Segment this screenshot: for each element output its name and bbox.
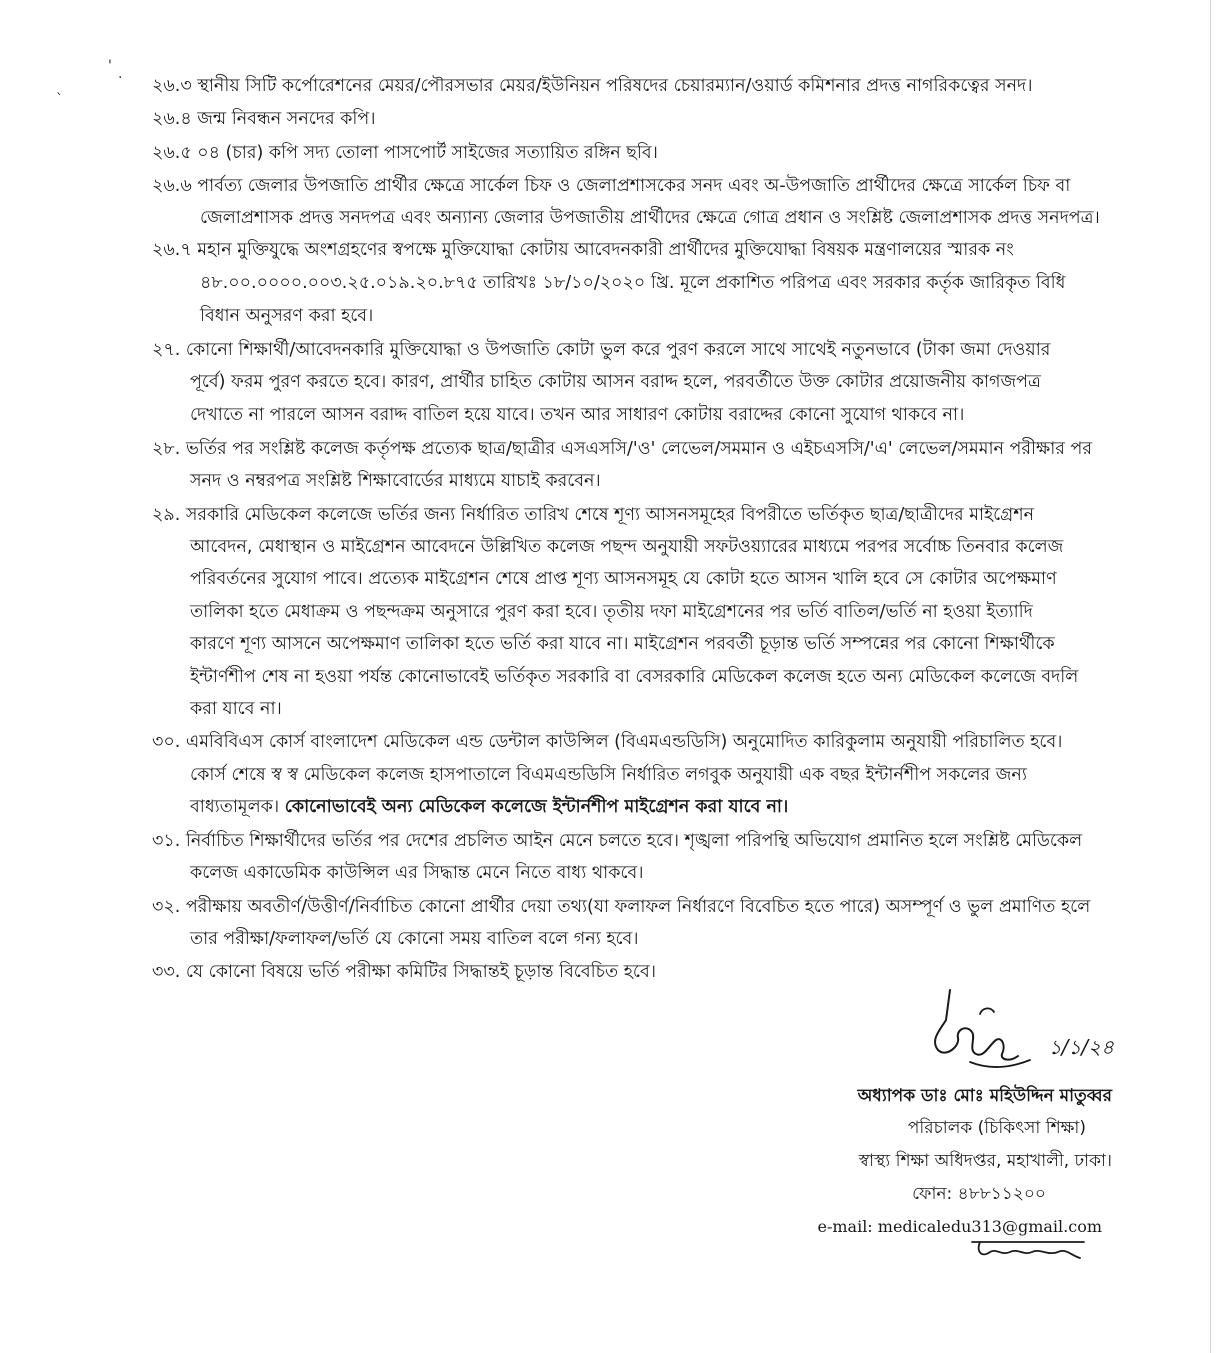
item-26-4-line-1: ২৬.৪ জন্ম নিবন্ধন সনদের কপি। [152,109,376,129]
item-31-line-2: কলেজ একাডেমিক কাউন্সিল এর সিদ্ধান্ত মেনে নিতে বাধ্য থাকবে। [190,863,644,883]
item-28-line-2: সনদ ও নম্বরপত্র সংশ্লিষ্ট শিক্ষাবোর্ডের মাধ্যমে যাচাই করবেন। [190,471,601,491]
signatory-office: স্বাস্থ্য শিক্ষা অধিদপ্তর, মহাখালী, ঢাকা। [858,1151,1112,1171]
item-29-line-4: তালিকা হতে মেধাক্রম ও পছন্দক্রম অনুসারে পুরণ করা হবে। তৃতীয় দফা মাইগ্রেশনের পর ভর্তি বাতিল/ভর্তি না হওয়া ইত্যাদি [190,602,1033,622]
item-29-line-7: করা যাবে না। [190,699,282,719]
scan-speck: . [118,66,123,82]
item-30-line-3-plain: বাধ্যতামূলক। [190,797,285,817]
item-27-line-1: ২৭. কোনো শিক্ষার্থী/আবেদনকারি মুক্তিযোদ্ধা ও উপজাতি কোটা ভুল করে পুরণ করলে সাথে সাথেই নতুনভাবে (টাকা জমা দেওয়ার [152,340,1051,360]
item-31-line-1: ৩১. নির্বাচিত শিক্ষার্থীদের ভর্তির পর দেশের প্রচলিত আইন মেনে চলতে হবে। শৃঙ্খলা পরিপন্থি অভিযোগ প্রমানিত হলে সংশ্লিষ্ট মেডিকেল [152,831,1083,851]
item-26-7-line-2: ৪৮.০০.০০০০.০০৩.২৫.০১৯.২০.৮৭৫ তারিখঃ ১৮/১০/২০২০ খ্রি. মূলে প্রকাশিত পরিপত্র এবং সরকার কর্তৃক জারিকৃত বিধি [200,273,1066,293]
item-26-7-line-3: বিধান অনুসরণ করা হবে। [200,306,374,326]
item-27-line-2: পূর্বে) ফরম পুরণ করতে হবে। কারণ, প্রার্থীর চাহিত কোটায় আসন বরাদ্দ হলে, পরবর্তীতে উক্ত কোটার প্রয়োজনীয় কাগজপত্র [190,372,1041,392]
item-26-6-line-2: জেলাপ্রশাসক প্রদত্ত সনদপত্র এবং অন্যান্য জেলার উপজাতীয় প্রার্থীদের ক্ষেত্রে গোত্র প্রধান ও সংশ্লিষ্ট জেলাপ্রশাসক প্রদত্ত সনদপত্র। [200,208,1100,228]
scan-speck: ` [56,92,63,108]
item-30-line-3-bold: কোনোভাবেই অন্য মেডিকেল কলেজে ইন্টার্নশীপ মাইগ্রেশন করা যাবে না। [284,797,789,817]
signatory-email: e-mail: medicaledu313@gmail.com [817,1217,1102,1236]
item-29-line-6: ইন্টার্ণশীপ শেষ না হওয়া পর্যন্ত কোনোভাবেই ভর্তিকৃত সরকারি বা বেসরকারি মেডিকেল কলেজ হতে অন্য মেডিকেল কলেজে বদলি [190,667,1079,687]
item-29-line-3: পরিবর্তনের সুযোগ পাবে। প্রত্যেক মাইগ্রেশন শেষে প্রাপ্ত শূণ্য আসনসমূহ যে কোটা হতে আসন খালি হবে সে কোটার অপেক্ষমাণ [190,569,1057,589]
signature-date: ১/১/২৪ [1048,1035,1114,1059]
item-26-3-line-1: ২৬.৩ স্থানীয় সিটি কর্পোরেশনের মেয়র/পৌরসভার মেয়র/ইউনিয়ন পরিষদের চেয়ারম্যান/ওয়ার্ড কমিশনার প্রদত্ত নাগরিকত্বের সনদ। [152,76,1033,96]
signatory-name: অধ্যাপক ডাঃ মোঃ মহিউদ্দিন মাতুব্বর [857,1086,1112,1106]
item-27-line-3: দেখাতে না পারলে আসন বরাদ্দ বাতিল হয়ে যাবে। তখন আর সাধারণ কোটায় বরাদ্দের কোনো সুযোগ থাকবে না। [190,405,965,425]
signatory-phone: ফোন: ৪৮৮১১২০০ [912,1184,1046,1204]
item-32-line-2: তার পরীক্ষা/ফলাফল/ভর্তি যে কোনো সময় বাতিল বলে গন্য হবে। [190,929,639,949]
signature-block [817,980,1130,1250]
item-28-line-1: ২৮. ভর্তির পর সংশ্লিষ্ট কলেজ কর্তৃপক্ষ প্রত্যেক ছাত্র/ছাত্রীর এসএসসি/'ও' লেভেল/সমমান ও এইচএসসি/'এ' লেভেল/সমমান পরীক্ষার পর [152,439,1092,459]
item-29-line-1: ২৯. সরকারি মেডিকেল কলেজে ভর্তির জন্য নির্ধারিত তারিখ শেষে শূণ্য আসনসমূহের বিপরীতে ভর্তিকৃত ছাত্র/ছাত্রীদের মাইগ্রেশন [152,505,1035,525]
item-26-6-line-1: ২৬.৬ পার্বত্য জেলার উপজাতি প্রার্থীর ক্ষেত্রে সার্কেল চিফ ও জেলাপ্রশাসকের সনদ এবং অ-উপজাতি প্রার্থীদের ক্ষেত্রে সার্কেল চিফ বা [152,176,1071,196]
item-26-7-line-1: ২৬.৭ মহান মুক্তিযুদ্ধে অংশগ্রহণের স্বপক্ষে মুক্তিযোদ্ধা কোটায় আবেদনকারী প্রার্থীদের মুক্তিযোদ্ধা বিষয়ক মন্ত্রণালয়ের স্মারক নং [152,240,1014,260]
scan-speck: ' [108,58,112,74]
item-33-line-1: ৩৩. যে কোনো বিষয়ে ভর্তি পরীক্ষা কমিটির সিদ্ধান্তই চূড়ান্ত বিবেচিত হবে। [152,962,656,982]
item-30-line-1: ৩০. এমবিবিএস কোর্স বাংলাদেশ মেডিকেল এন্ড ডেন্টাল কাউন্সিল (বিএমএন্ডডিসি) অনুমোদিত কারিকুলাম অনুযায়ী পরিচালিত হবে। [152,732,1063,752]
signatory-designation: পরিচালক (চিকিৎসা শিক্ষা) [907,1118,1086,1138]
handwritten-signature [910,980,1120,1080]
item-29-line-5: কারণে শূণ্য আসনে অপেক্ষমাণ তালিকা হতে ভর্তি করা যাবে না। মাইগ্রেশন পরবর্তী চূড়ান্ত ভর্তি সম্পন্নের পর কোনো শিক্ষার্থীকে [190,634,1055,654]
item-30-line-2: কোর্স শেষে স্ব স্ব মেডিকেল কলেজ হাসপাতালে বিএমএন্ডডিসি নির্ধারিত লগবুক অনুযায়ী এক বছর ইন্টার্নশীপ সকলের জন্য [190,765,1027,785]
item-29-line-2: আবেদন, মেধাস্থান ও মাইগ্রেশন আবেদনে উল্লিখিত কলেজ পছন্দ অনুযায়ী সফটওয়্যারের মাধ্যমে পরপর সর্বোচ্চ তিনবার কলেজ [190,537,1064,557]
item-30-line-3 [190,795,788,819]
item-32-line-1: ৩২. পরীক্ষায় অবতীর্ণ/উত্তীর্ণ/নির্বাচিত কোনো প্রার্থীর দেয়া তথ্য(যা ফলাফল নির্ধারণে বিবেচিত হতে পারে) অসম্পূর্ণ ও ভুল প্রমাণিত হলে [152,897,1091,917]
item-26-5-line-1: ২৬.৫ ০৪ (চার) কপি সদ্য তোলা পাসপোর্ট সাইজের সত্যায়িত রঙ্গিন ছবি। [152,143,658,163]
initial-scribble [968,1238,1088,1262]
